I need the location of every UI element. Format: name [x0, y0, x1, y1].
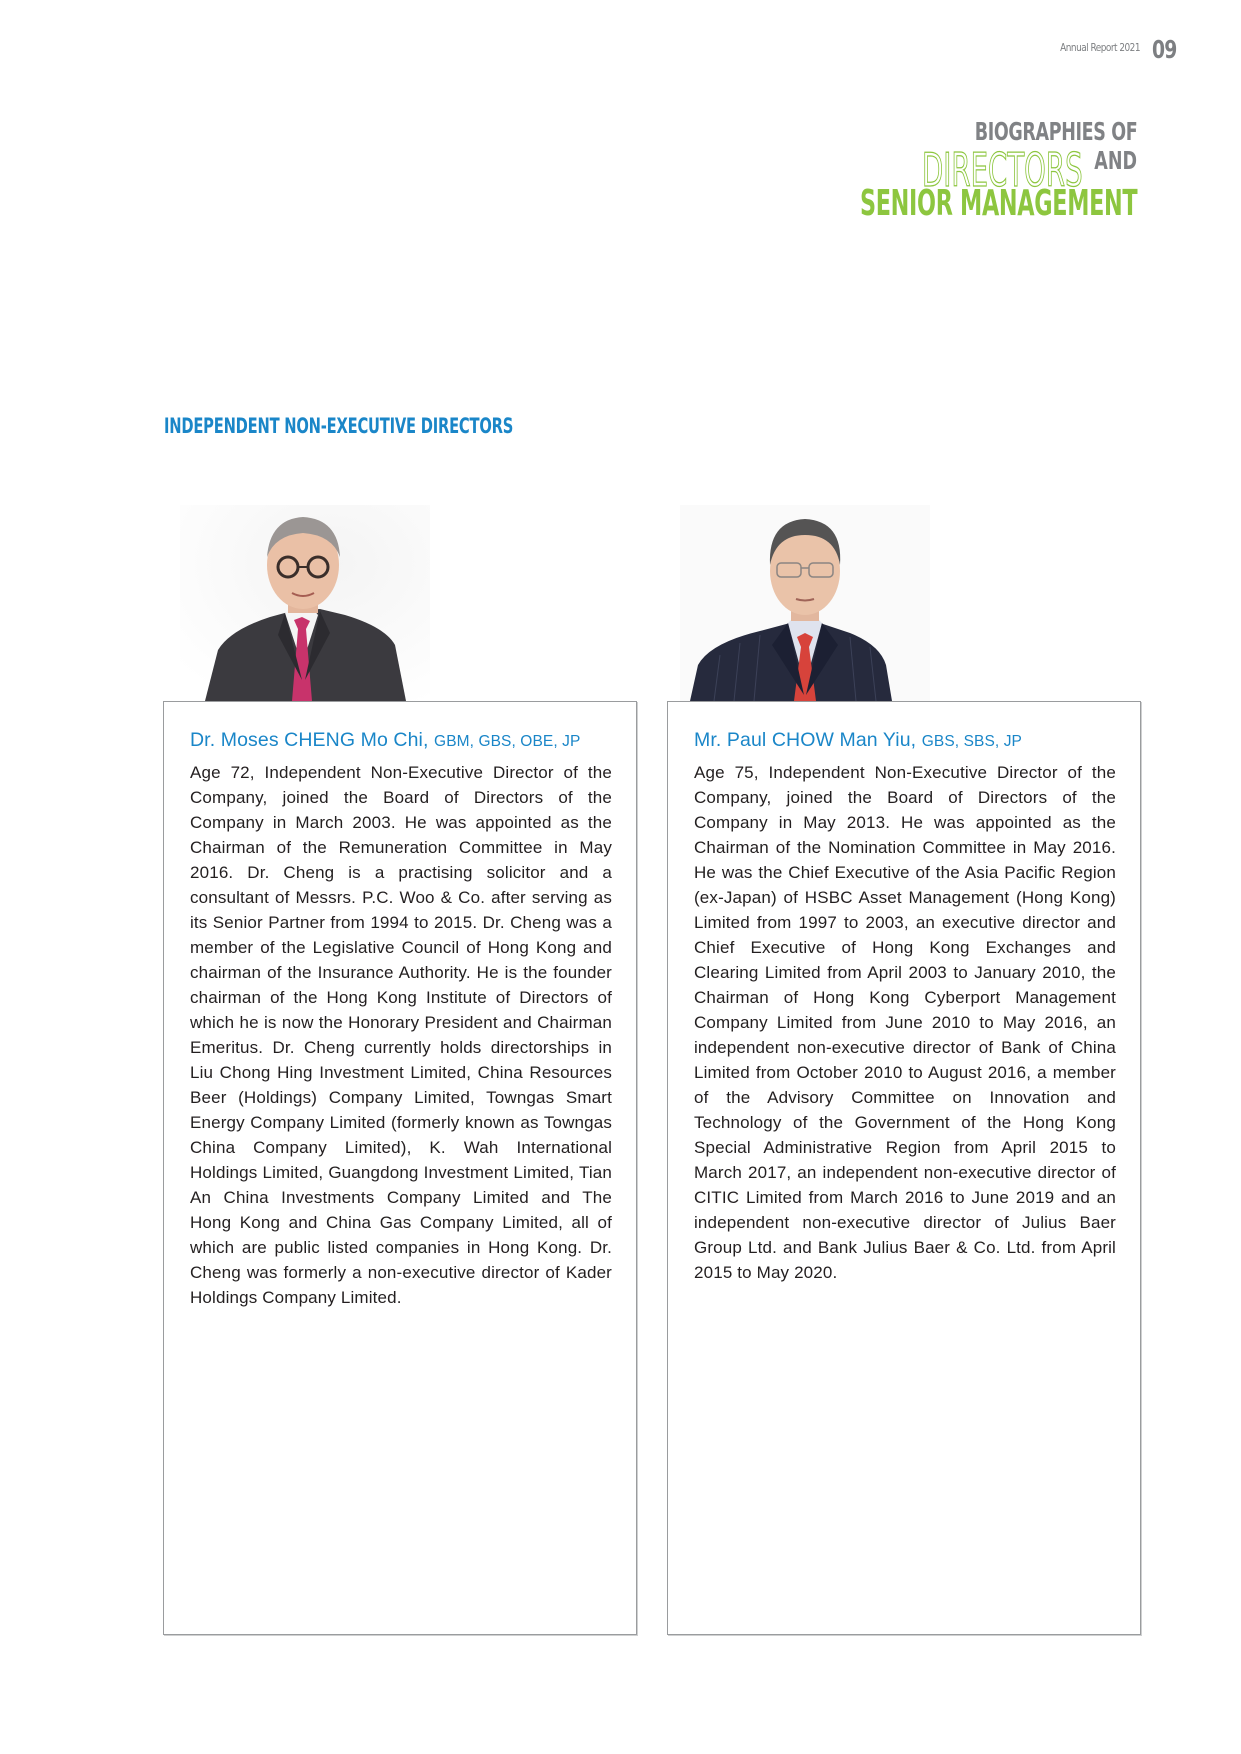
title-line-directors: DIRECTORS: [922, 143, 1083, 197]
title-line-senior-management: SENIOR MANAGEMENT: [859, 183, 1137, 224]
director-name: Mr. Paul CHOW Man Yiu,: [694, 729, 917, 751]
director-honours: GBS, SBS, JP: [921, 733, 1022, 750]
director-photo-1: [180, 505, 430, 701]
director-photo-2: [680, 505, 930, 701]
portrait-paul-chow-icon: [680, 505, 930, 701]
director-bio-text: Age 72, Independent Non-Executive Director of the Company, joined the Board of Directors of the Company in March 2003. He was appointed as the Chairman of the Remuneration Committee in May 2016. Dr. Cheng is a practising solicitor and a consultant of Messrs. P.C. Woo & Co. after serving as its Senior Partner from 1994 to 2015. Dr. Cheng was a member of the Legislative Council of Hong Kong and chairman of the Insurance Authority. He is the founder chairman of the Hong Kong Institute of Directors of which he is now the Honorary President and Chairman Emeritus. Dr. Cheng currently holds directorships in Liu Chong Hing Investment Limited, China Resources Beer (Holdings) Company Limited, Towngas Smart Energy Company Limited (formerly known as Towngas China Company Limited), K. Wah International Holdings Limited, Guangdong Investment Limited, Tian An China Investments Company Limited and The Hong Kong and China Gas Company Limited, all of which are public listed companies in Hong Kong. Dr. Cheng was formerly a non-executive director of Kader Holdings Company Limited.: [190, 763, 612, 1307]
director-bio-text: Age 75, Independent Non-Executive Director of the Company, joined the Board of Directors of the Company in May 2013. He was appointed as the Chairman of the Nomination Committee in May 2016. He was the Chief Executive of the Asia Pacific Region (ex-Japan) of HSBC Asset Management (Hong Kong) Limited from 1997 to 2003, an executive director and Chief Executive of Hong Kong Exchanges and Clearing Limited from April 2003 to January 2010, the Chairman of Hong Kong Cyberport Management Company Limited from June 2010 to May 2016, an independent non-executive director of Bank of China Limited from October 2010 to August 2016, a member of the Advisory Committee on Innovation and Technology of the Government of the Hong Kong Special Administrative Region from April 2015 to March 2017, an independent non-executive director of CITIC Limited from March 2016 to June 2019 and an independent non-executive director of Julius Baer Group Ltd. and Bank Julius Baer & Co. Ltd. from April 2015 to May 2020.: [694, 763, 1116, 1282]
section-heading: INDEPENDENT NON-EXECUTIVE DIRECTORS: [164, 414, 514, 438]
title-line-and: AND: [1094, 146, 1137, 175]
director-honours: GBM, GBS, OBE, JP: [434, 733, 581, 750]
director-bio-card: [667, 701, 1141, 1635]
director-bio-card: [163, 701, 637, 1635]
director-name-line: [190, 727, 612, 755]
report-label: Annual Report 2021: [1060, 42, 1140, 54]
director-name-line: [694, 727, 1116, 755]
director-name: Dr. Moses CHENG Mo Chi,: [190, 729, 429, 751]
title-line-biographies: BIOGRAPHIES OF: [974, 117, 1137, 146]
page-number: 09: [1152, 35, 1177, 64]
portrait-moses-cheng-icon: [180, 505, 430, 701]
